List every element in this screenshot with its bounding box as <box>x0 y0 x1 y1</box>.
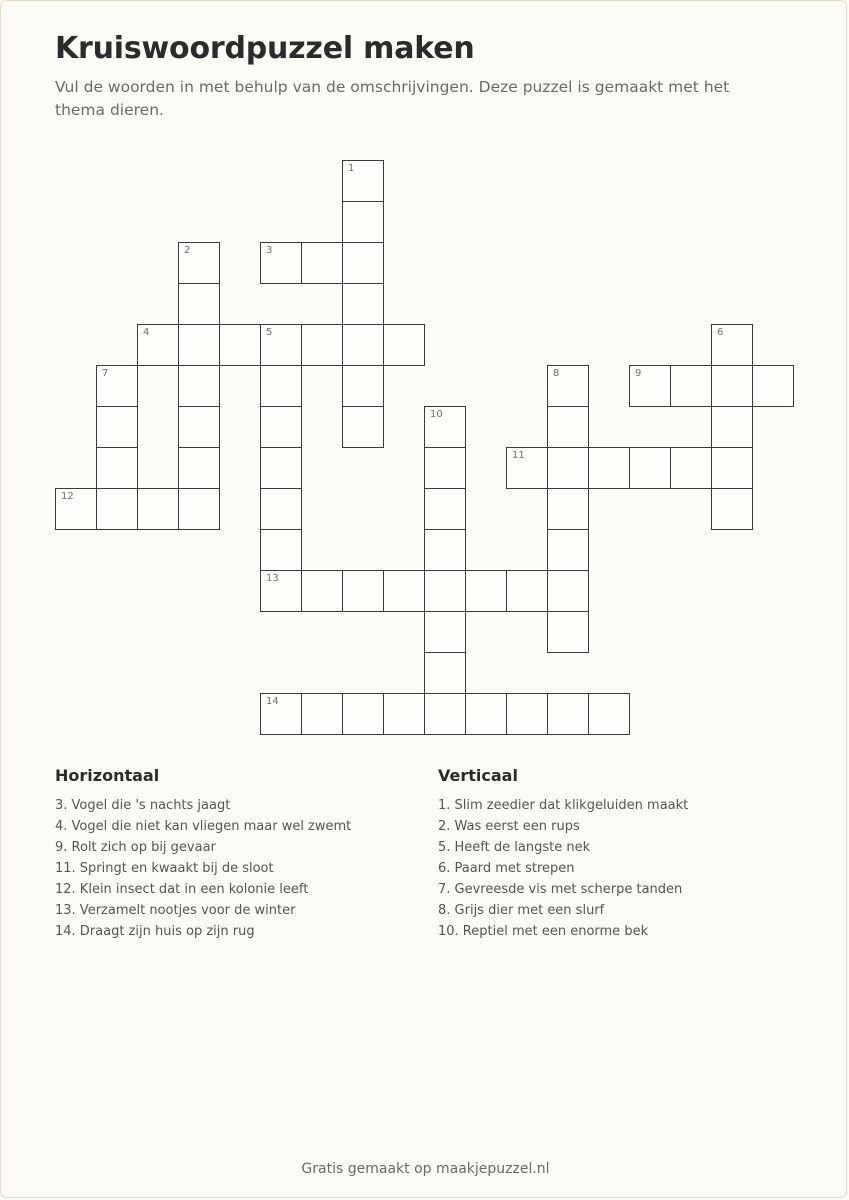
page-subtitle: Vul de woorden in met behulp van de omschrijvingen. Deze puzzel is gemaakt met het thema dieren. <box>55 78 730 119</box>
clue-number: 3 <box>266 245 273 256</box>
crossword-cell[interactable] <box>424 693 466 735</box>
crossword-cell[interactable] <box>301 570 343 612</box>
crossword-cell[interactable] <box>96 447 138 489</box>
clue-down-item: 7. Gevreesde vis met scherpe tanden <box>438 882 683 897</box>
crossword-cell[interactable] <box>342 201 384 243</box>
crossword-cell[interactable] <box>383 324 425 366</box>
crossword-cell[interactable] <box>465 570 507 612</box>
crossword-cell[interactable] <box>547 693 589 735</box>
clue-across-item: 12. Klein insect dat in een kolonie leeft <box>55 882 309 897</box>
crossword-cell[interactable] <box>424 447 466 489</box>
crossword-cell[interactable] <box>260 365 302 407</box>
clue-across-item: 9. Rolt zich op bij gevaar <box>55 840 216 855</box>
crossword-cell[interactable] <box>178 242 220 284</box>
crossword-cell[interactable] <box>55 488 97 530</box>
crossword-cell[interactable] <box>506 693 548 735</box>
crossword-cell[interactable] <box>547 447 589 489</box>
clue-number: 8 <box>553 368 560 379</box>
crossword-cell[interactable] <box>547 611 589 653</box>
crossword-cell[interactable] <box>711 488 753 530</box>
crossword-cell[interactable] <box>342 365 384 407</box>
crossword-cell[interactable] <box>301 324 343 366</box>
crossword-cell[interactable] <box>670 365 712 407</box>
crossword-cell[interactable] <box>629 365 671 407</box>
crossword-cell[interactable] <box>96 488 138 530</box>
clue-number: 11 <box>512 450 525 461</box>
clue-number: 4 <box>143 327 150 338</box>
crossword-cell[interactable] <box>383 693 425 735</box>
crossword-cell[interactable] <box>588 447 630 489</box>
clue-down-item: 5. Heeft de langste nek <box>438 840 591 855</box>
clue-across-item: 4. Vogel die niet kan vliegen maar wel zwemt <box>55 819 352 834</box>
clues-across-heading: Horizontaal <box>55 766 160 785</box>
crossword-cell[interactable] <box>629 447 671 489</box>
clue-number: 7 <box>102 368 109 379</box>
crossword-cell[interactable] <box>260 529 302 571</box>
crossword-grid <box>1 1 849 761</box>
crossword-cell[interactable] <box>260 693 302 735</box>
clue-number: 6 <box>717 327 724 338</box>
clue-number: 13 <box>266 573 279 584</box>
crossword-cell[interactable] <box>711 447 753 489</box>
crossword-cell[interactable] <box>137 488 179 530</box>
clue-number: 12 <box>61 491 74 502</box>
crossword-cell[interactable] <box>547 488 589 530</box>
crossword-cell[interactable] <box>342 570 384 612</box>
clues-across-section <box>55 766 415 942</box>
clue-number: 10 <box>430 409 443 420</box>
crossword-cell[interactable] <box>424 406 466 448</box>
crossword-cell[interactable] <box>342 160 384 202</box>
crossword-cell[interactable] <box>424 570 466 612</box>
clue-number: 14 <box>266 696 279 707</box>
crossword-cell[interactable] <box>301 693 343 735</box>
crossword-cell[interactable] <box>178 324 220 366</box>
crossword-cell[interactable] <box>342 283 384 325</box>
clue-across-item: 3. Vogel die 's nachts jaagt <box>55 798 231 813</box>
clue-down-item: 10. Reptiel met een enorme bek <box>438 924 649 939</box>
crossword-cell[interactable] <box>342 693 384 735</box>
crossword-cell[interactable] <box>342 242 384 284</box>
crossword-cell[interactable] <box>711 324 753 366</box>
crossword-cell[interactable] <box>260 447 302 489</box>
clue-across-item: 11. Springt en kwaakt bij de sloot <box>55 861 274 876</box>
page-title: Kruiswoordpuzzel maken <box>55 31 475 66</box>
crossword-cell[interactable] <box>424 529 466 571</box>
crossword-cell[interactable] <box>506 570 548 612</box>
crossword-cell[interactable] <box>260 406 302 448</box>
crossword-cell[interactable] <box>178 488 220 530</box>
clues-across-list <box>55 795 415 942</box>
clue-across-item: 13. Verzamelt nootjes voor de winter <box>55 903 296 918</box>
crossword-cell[interactable] <box>547 529 589 571</box>
clue-down-item: 6. Paard met strepen <box>438 861 575 876</box>
crossword-cell[interactable] <box>260 488 302 530</box>
crossword-cell[interactable] <box>96 406 138 448</box>
clue-down-item: 8. Grijs dier met een slurf <box>438 903 605 918</box>
crossword-cell[interactable] <box>260 324 302 366</box>
crossword-cell[interactable] <box>547 406 589 448</box>
clues-down-section <box>438 766 798 942</box>
clue-number: 5 <box>266 327 273 338</box>
clue-number: 2 <box>184 245 191 256</box>
crossword-cell[interactable] <box>711 406 753 448</box>
crossword-cell[interactable] <box>383 570 425 612</box>
clues-down-heading: Verticaal <box>438 766 518 785</box>
crossword-cell[interactable] <box>465 693 507 735</box>
footer-credit: Gratis gemaakt op maakjepuzzel.nl <box>301 1161 550 1177</box>
crossword-cell[interactable] <box>752 365 794 407</box>
crossword-cell[interactable] <box>424 611 466 653</box>
crossword-cell[interactable] <box>260 242 302 284</box>
clue-number: 9 <box>635 368 642 379</box>
crossword-cell[interactable] <box>424 652 466 694</box>
crossword-cell[interactable] <box>342 324 384 366</box>
crossword-cell[interactable] <box>588 693 630 735</box>
crossword-cell[interactable] <box>424 488 466 530</box>
clue-number: 1 <box>348 163 355 174</box>
clue-across-item: 14. Draagt zijn huis op zijn rug <box>55 924 255 939</box>
crossword-cell[interactable] <box>178 365 220 407</box>
crossword-cell[interactable] <box>260 570 302 612</box>
crossword-cell[interactable] <box>137 324 179 366</box>
crossword-cell[interactable] <box>178 283 220 325</box>
crossword-cell[interactable] <box>178 447 220 489</box>
crossword-cell[interactable] <box>301 242 343 284</box>
clue-down-item: 1. Slim zeedier dat klikgeluiden maakt <box>438 798 689 813</box>
clue-down-item: 2. Was eerst een rups <box>438 819 580 834</box>
clues-down-list <box>438 795 798 942</box>
crossword-cell[interactable] <box>342 406 384 448</box>
crossword-cell[interactable] <box>547 570 589 612</box>
crossword-cell[interactable] <box>96 365 138 407</box>
crossword-cell[interactable] <box>547 365 589 407</box>
crossword-cell[interactable] <box>670 447 712 489</box>
crossword-cell[interactable] <box>506 447 548 489</box>
crossword-cell[interactable] <box>178 406 220 448</box>
crossword-cell[interactable] <box>219 324 261 366</box>
crossword-cell[interactable] <box>711 365 753 407</box>
